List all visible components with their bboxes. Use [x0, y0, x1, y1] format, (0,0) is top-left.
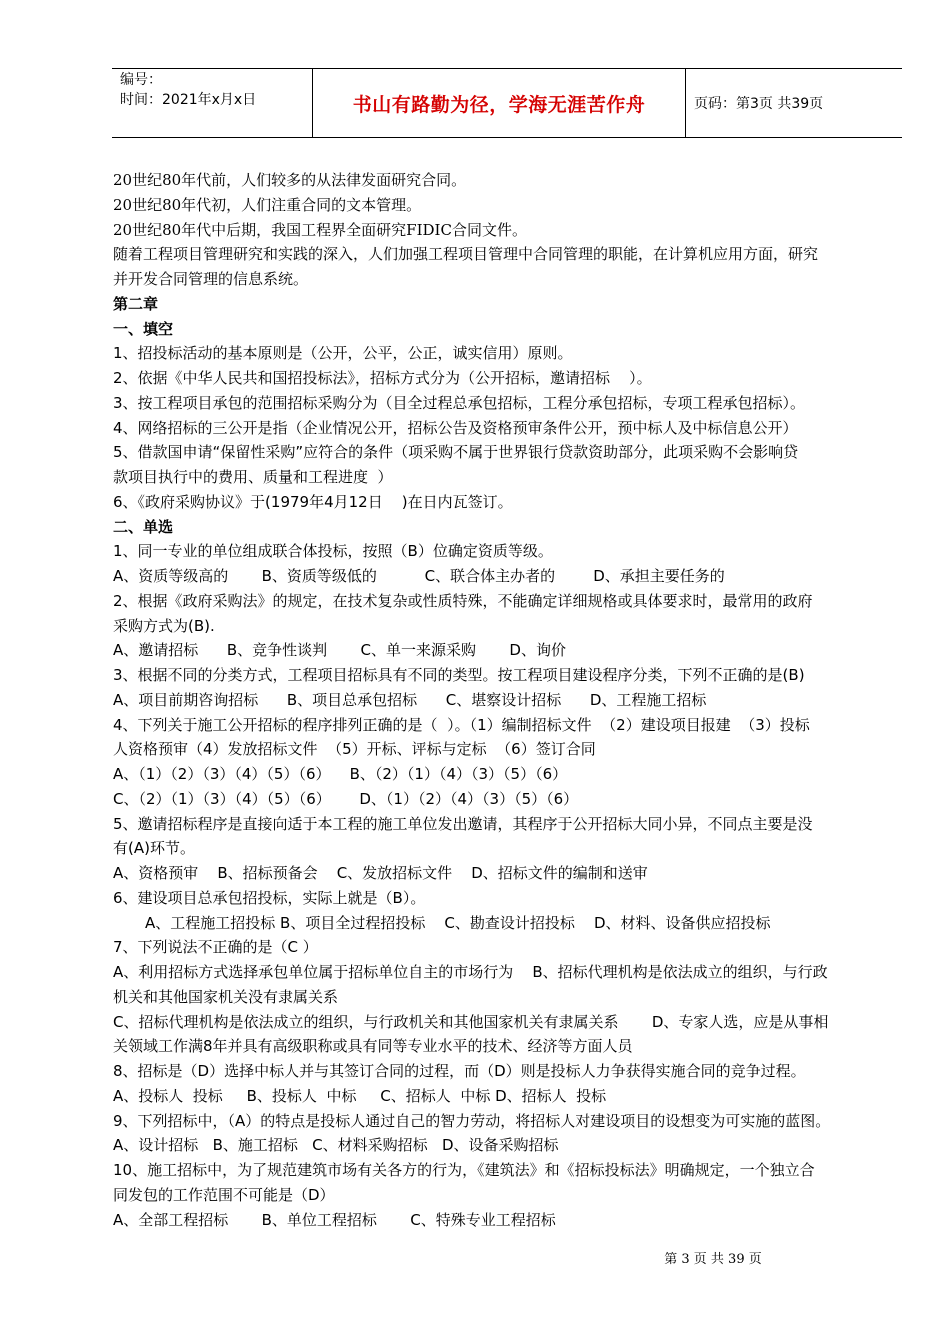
option-line: A、全部工程招标 B、单位工程招标 C、特殊专业工程招标 — [113, 1210, 556, 1229]
footer-page-number: 第 3 页 共 39 页 — [664, 1252, 762, 1267]
question-line: 5、借款国申请“保留性采购”应符合的条件（项采购不属于世界银行贷款资助部分，此项采购不会影响贷 — [113, 443, 799, 462]
option-line: A、利用招标方式选择承包单位属于招标单位自主的市场行为 B、招标代理机构是依法成立的组织，与行政 — [113, 963, 828, 981]
chapter-heading: 第二章 — [113, 294, 159, 313]
section-heading: 一、填空 — [113, 319, 174, 338]
body-line: 20世纪80年代中后期，我国工程界全面研究FIDIC合同文件。 — [113, 220, 527, 239]
question-line: 同发包的工作范围不可能是（D） — [113, 1185, 335, 1204]
question-line: 人资格预审（4）发放招标文件 （5）开标、评标与定标 （6）签订合同 — [113, 740, 596, 759]
question-line: 9、下列招标中，（A）的特点是投标人通过自己的智力劳动，将招标人对建设项目的设想变为可实施的蓝图。 — [113, 1111, 831, 1130]
option-line: A、设计招标 B、施工招标 C、材料采购招标 D、设备采购招标 — [113, 1136, 559, 1155]
option-line: A、工程施工招投标 B、项目全过程招投标 C、勘查设计招投标 D、材料、设备供应招投标 — [145, 913, 771, 932]
option-line: A、投标人 投标 B、投标人 中标 C、招标人 中标 D、招标人 投标 — [113, 1086, 607, 1105]
document-body — [113, 168, 906, 1232]
option-line: A、（1）（2）（3）（4）（5）（6） B、（2）（1）（4）（3）（5）（6） — [113, 765, 568, 783]
option-line: C、（2）（1）（3）（4）（5）（6） D、（1）（2）（4）（3）（5）（6） — [113, 789, 579, 808]
question-line: 1、同一专业的单位组成联合体投标，按照（B）位确定资质等级。 — [113, 542, 553, 561]
question-line: 7、下列说法不正确的是（C ） — [113, 938, 318, 957]
option-line: C、招标代理机构是依法成立的组织，与行政机关和其他国家机关有隶属关系 D、专家人选，应是从事相 — [113, 1012, 829, 1031]
body-line: 并开发合同管理的信息系统。 — [113, 270, 309, 288]
question-line: 6、建设项目总承包招投标，实际上就是（B）。 — [113, 888, 426, 907]
question-line: 2、根据《政府采购法》的规定，在技术复杂或性质特殊，不能确定详细规格或具体要求时，最常用的政府 — [113, 591, 813, 610]
option-line: 关领域工作满8年并具有高级职称或具有同等专业水平的技术、经济等方面人员 — [113, 1037, 633, 1056]
question-line: 1、招投标活动的基本原则是（公开，公平，公正，诚实信用）原则。 — [113, 344, 573, 363]
body-line: 随着工程项目管理研究和实践的深入，人们加强工程项目管理中合同管理的职能，在计算机应用方面，研究 — [113, 245, 819, 264]
question-line: 3、按工程项目承包的范围招标采购分为（目全过程总承包招标，工程分承包招标，专项工程承包招标）。 — [113, 393, 806, 412]
header-motto: 书山有路勤为径，学海无涯苦作舟 — [313, 69, 686, 137]
question-line: 6、《政府采购协议》于(1979年4月12日 )在日内瓦签订。 — [113, 492, 513, 511]
document-date-label: 时间：2021年x月x日 — [120, 92, 257, 108]
document-number-label: 编号： — [120, 72, 162, 88]
question-line: 采购方式为(B). — [113, 616, 215, 635]
option-line: A、邀请招标 B、竞争性谈判 C、单一来源采购 D、询价 — [113, 641, 566, 660]
option-line: A、资质等级高的 B、资质等级低的 C、联合体主办者的 D、承担主要任务的 — [113, 567, 725, 585]
question-line: 4、下列关于施工公开招标的程序排列正确的是（ ）。（1）编制招标文件 （2）建设项目报建 （3）投标 — [113, 715, 810, 734]
question-line: 5、邀请招标程序是直接向适于本工程的施工单位发出邀请，其程序于公开招标大同小异，不同点主要是没 — [113, 814, 813, 833]
question-line: 4、网络招标的三公开是指（企业情况公开，招标公告及资格预审条件公开，预中标人及中标信息公开） — [113, 418, 798, 437]
question-line: 款项目执行中的费用、质量和工程进度 ） — [113, 468, 393, 486]
header-page-number: 页码：第3页 共39页 — [694, 96, 824, 112]
question-line: 2、依据《中华人民共和国招投标法》，招标方式分为（公开招标，邀请招标 ）。 — [113, 369, 652, 387]
body-line: 20世纪80年代前，人们较多的从法律发面研究合同。 — [113, 171, 467, 189]
page-header — [112, 68, 902, 138]
option-line: 机关和其他国家机关没有隶属关系 — [113, 987, 339, 1006]
header-info-cell — [112, 69, 313, 137]
question-line: 10、施工招标中，为了规范建筑市场有关各方的行为，《建筑法》和《招标投标法》明确规定，一个独立合 — [113, 1161, 815, 1179]
page-footer — [0, 1248, 950, 1267]
question-line: 有(A)环节。 — [113, 839, 195, 858]
question-line: 3、根据不同的分类方式，工程项目招标具有不同的类型。按工程项目建设程序分类，下列不正确的是(B) — [113, 666, 805, 684]
body-line: 20世纪80年代初，人们注重合同的文本管理。 — [113, 195, 422, 214]
option-line: A、项目前期咨询招标 B、项目总承包招标 C、堪察设计招标 D、工程施工招标 — [113, 690, 707, 709]
section-heading: 二、单选 — [113, 517, 174, 536]
question-line: 8、招标是（D）选择中标人并与其签订合同的过程，而（D）则是投标人力争获得实施合同的竞争过程。 — [113, 1062, 806, 1080]
option-line: A、资格预审 B、招标预备会 C、发放招标文件 D、招标文件的编制和送审 — [113, 864, 648, 882]
